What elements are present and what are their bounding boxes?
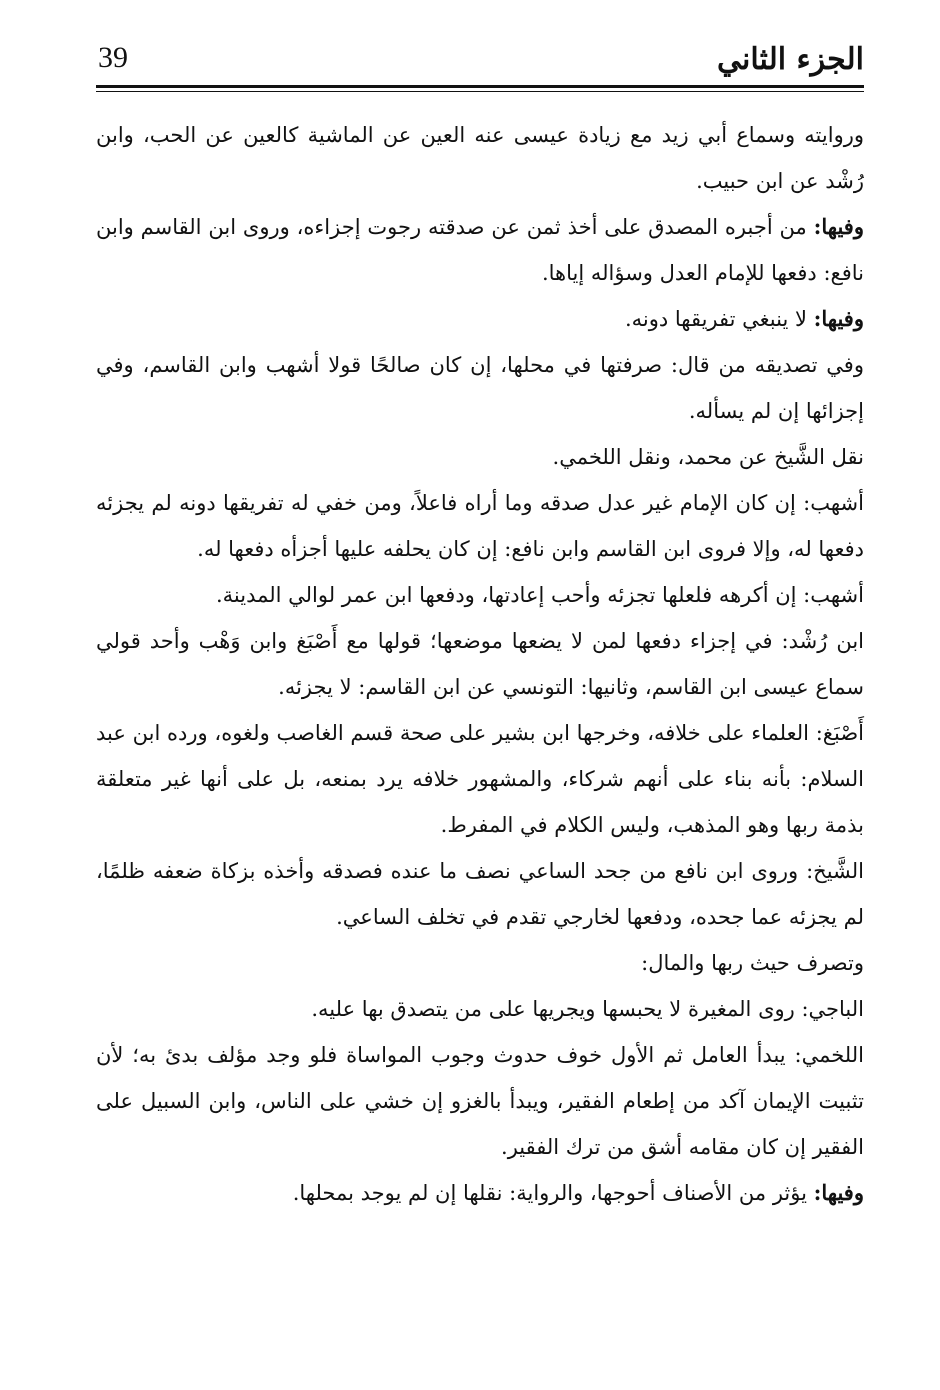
paragraph-text: من أجبره المصدق على أخذ ثمن عن صدقته رجوت إجزاءه، وروى ابن القاسم وابن نافع: دفعها للإمام العدل وسؤاله إياها. bbox=[96, 215, 864, 285]
paragraph bbox=[96, 572, 864, 618]
paragraph bbox=[96, 618, 864, 710]
paragraph-lead: وفيها: bbox=[813, 214, 864, 239]
paragraph-text: اللخمي: يبدأ العامل ثم الأول خوف حدوث وجوب المواساة فلو وجد مؤلف بدئ به؛ لأن تثبيت الإيمان آكد من إطعام الفقير، ويبدأ بالغزو إن خشي على الناس، وابن السبيل على الفقير إن كان مقامه أشق من ترك الفقير. bbox=[96, 1043, 864, 1159]
paragraph bbox=[96, 112, 864, 204]
paragraph bbox=[96, 1032, 864, 1170]
paragraph-text: وتصرف حيث ربها والمال: bbox=[641, 951, 864, 975]
paragraph bbox=[96, 940, 864, 986]
paragraph bbox=[96, 848, 864, 940]
paragraph-text: أشهب: إن أكرهه فلعلها تجزئه وأحب إعادتها، ودفعها ابن عمر لوالي المدينة. bbox=[215, 583, 864, 607]
header-rule bbox=[96, 85, 864, 88]
body-text bbox=[96, 112, 864, 1216]
paragraph-text: لا ينبغي تفريقها دونه. bbox=[624, 307, 814, 331]
paragraph bbox=[96, 1170, 864, 1216]
page-header bbox=[96, 38, 864, 88]
paragraph-text: أَصْبَغ: العلماء على خلافه، وخرجها ابن بشير على صحة قسم الغاصب ولغوه، ورده ابن عبد السلام: بأنه بناء على أنهم شركاء، والمشهور خلافه يرد بمنعه، بل على أنها غير متعلقة بذمة ربها وهو المذهب، وليس الكلام في المفرط. bbox=[96, 721, 864, 837]
paragraph-text: وفي تصديقه من قال: صرفتها في محلها، إن كان صالحًا قولا أشهب وابن القاسم، وفي إجزائها إن لم يسأله. bbox=[96, 353, 864, 423]
page-number: 39 bbox=[98, 41, 128, 74]
paragraph bbox=[96, 434, 864, 480]
paragraph bbox=[96, 342, 864, 434]
running-title: الجزء الثاني bbox=[717, 42, 864, 77]
paragraph-text: الباجي: روى المغيرة لا يحبسها ويجريها على من يتصدق بها عليه. bbox=[311, 997, 864, 1021]
paragraph bbox=[96, 296, 864, 342]
paragraph-lead: وفيها: bbox=[813, 306, 864, 331]
paragraph-text: يؤثر من الأصناف أحوجها، والرواية: نقلها إن لم يوجد بمحلها. bbox=[292, 1181, 814, 1205]
paragraph-text: نقل الشَّيخ عن محمد، ونقل اللخمي. bbox=[552, 445, 864, 469]
paragraph bbox=[96, 986, 864, 1032]
paragraph-text: وروايته وسماع أبي زيد مع زيادة عيسى عنه العين عن الماشية كالعين عن الحب، وابن رُشْد عن ابن حبيب. bbox=[96, 123, 864, 193]
header-rule-thin bbox=[96, 91, 864, 92]
paragraph bbox=[96, 204, 864, 296]
paragraph-text: أشهب: إن كان الإمام غير عدل صدقه وما أراه فاعلاً، ومن خفي له تفريقها دونه لم يجزئه دفعها له، وإلا فروى ابن القاسم وابن نافع: إن كان يحلفه عليها أجزأه دفعها له. bbox=[96, 491, 864, 561]
paragraph-lead: وفيها: bbox=[813, 1180, 864, 1205]
paragraph bbox=[96, 480, 864, 572]
paragraph-text: ابن رُشْد: في إجزاء دفعها لمن لا يضعها موضعها؛ قولها مع أَصْبَغ وابن وَهْب وأحد قولي سماع عيسى ابن القاسم، وثانيها: التونسي عن ابن القاسم: لا يجزئه. bbox=[96, 629, 864, 699]
paragraph bbox=[96, 710, 864, 848]
paragraph-text: الشَّيخ: وروى ابن نافع من جحد الساعي نصف ما عنده فصدقه وأخذه بزكاة ضعفه ظلمًا، لم يجزئه عما جحده، ودفعها لخارجي تقدم في تخلف الساعي. bbox=[96, 859, 864, 929]
